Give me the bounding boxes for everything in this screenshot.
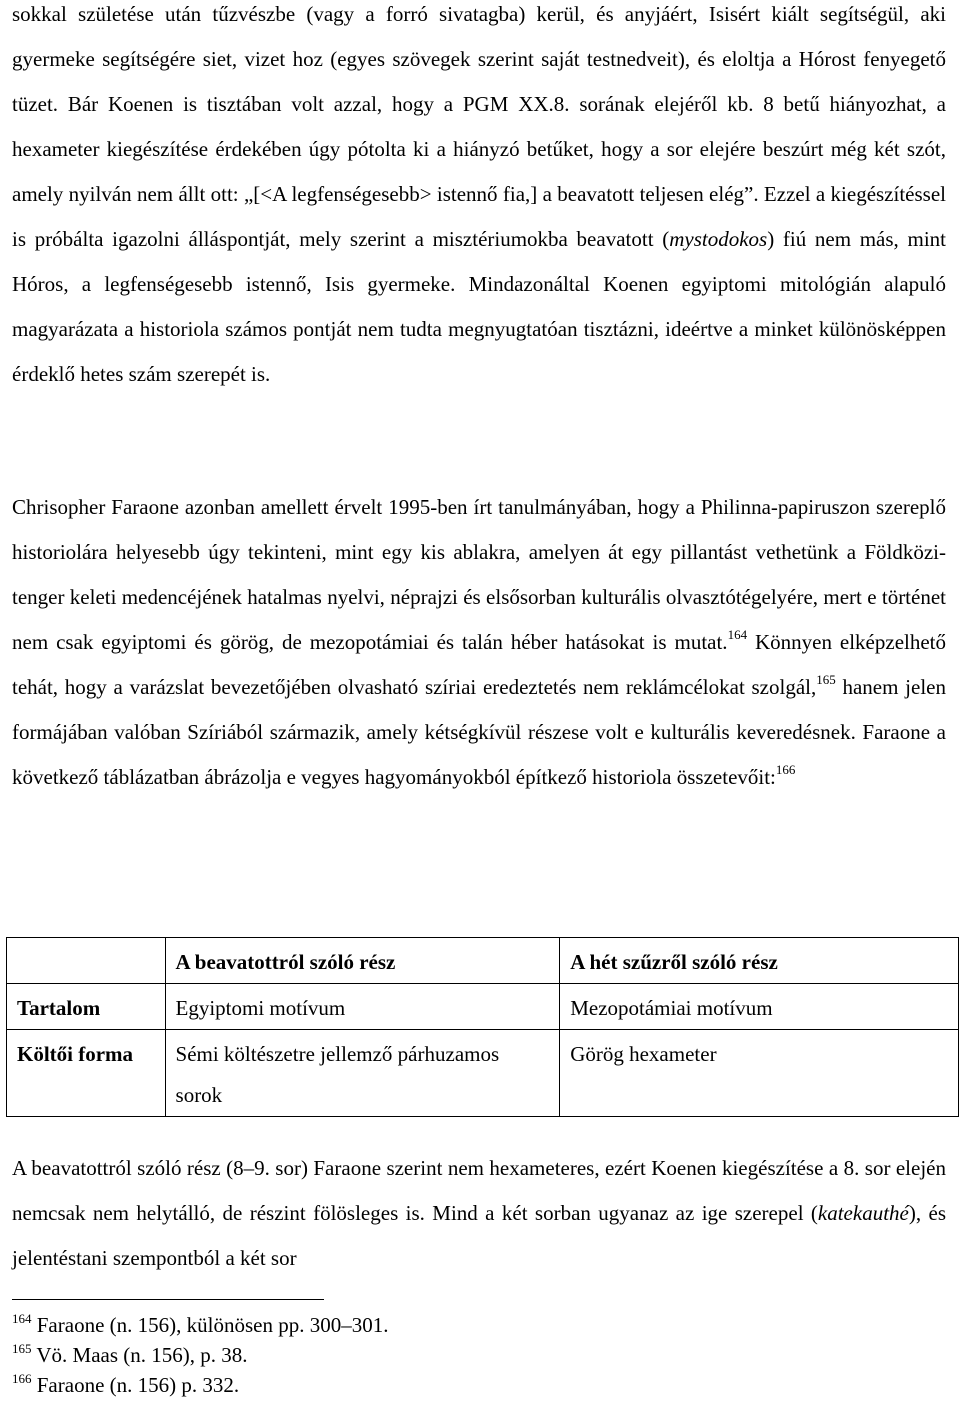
paragraph-text: sokkal születése után tűzvészbe (vagy a forró sivatagba) kerül, és anyjáért, Isisért kiált segítségül, aki gyermeke segítségére siet, vizet hoz (egyes szövegek szerint saját testnedveit), és eloltja a Hórost fenyegető tüzet. Bár Koenen is tisztában volt azzal, hogy a PGM XX.8. sorának elejéről kb. 8 betű hiányozhat, a hexameter kiegészítése érdekében úgy pótolta ki a hiányzó betűket, hogy a sor elejére beszúrt még két szót, amely nyilván nem állt ott: „[<A legfenségesebb> istennő fia,] a beavatott teljesen elég”. Ezzel a kiegészítéssel is próbálta igazolni álláspontját, mely szerint a misztériumokba beavatott ( [12, 2, 946, 251]
table-row [7, 984, 959, 1030]
paragraph-faraone [12, 485, 946, 800]
table-cell: Görög hexameter [560, 1030, 959, 1117]
table-header-row [7, 938, 959, 984]
italic-term: mystodokos [669, 227, 768, 251]
footnote-number: 164 [12, 1311, 32, 1326]
footnote-text: Faraone (n. 156) p. 332. [31, 1373, 240, 1397]
paragraph-koenen [12, 0, 946, 397]
paragraph-text: ), és jelentéstani szempontból a két sor [12, 1201, 946, 1270]
footnote-ref-166[interactable]: 166 [775, 762, 796, 777]
table-header-cell: A beavatottról szóló rész [165, 938, 560, 984]
footnote-ref-165[interactable]: 165 [816, 672, 836, 687]
footnote-text: Faraone (n. 156), különösen pp. 300–301. [31, 1313, 389, 1337]
paragraph-verse-analysis [12, 1146, 946, 1281]
table-row-label: Tartalom [7, 984, 166, 1030]
paragraph-text: A beavatottról szóló rész (8–9. sor) Faraone szerint nem hexameteres, ezért Koenen kiegészítése a 8. sor elején nemcsak nem helytálló, de részint fölösleges is. Mind a két sorban ugyanaz az ige szerepel ( [12, 1156, 946, 1225]
table-cell: Mezopotámiai motívum [560, 984, 959, 1030]
table-row [7, 1030, 959, 1117]
footnote-text: Vö. Maas (n. 156), p. 38. [31, 1343, 248, 1367]
paragraph-text: hanem jelen formájában valóban Szíriából származik, amely kétségkívül részese volt e kulturális keveredésnek. Faraone a következő táblázatban ábrázolja e vegyes hagyományokból építkező historiola összetevőit: [12, 675, 946, 789]
table-header-cell [7, 938, 166, 984]
paragraph-text: Könnyen elképzelhető tehát, hogy a varázslat bevezetőjében olvasható szíriai eredeztetés nem reklámcélokat szolgál, [12, 630, 947, 699]
historiola-components-table [6, 937, 959, 1117]
footnote-number: 165 [12, 1341, 32, 1356]
footnote-164 [12, 1310, 946, 1340]
footnote-165 [12, 1340, 946, 1370]
footnote-ref-164[interactable]: 164 [727, 627, 748, 642]
paragraph-text: Chrisopher Faraone azonban amellett érvelt 1995-ben írt tanulmányában, hogy a Philinna-papiruszon szereplő historiolára helyesebb úgy tekinteni, mint egy kis ablakra, amelyen át egy pillantást vethetünk a Földközi-tenger keleti medencéjének hatalmas nyelvi, néprajzi és elsősorban kulturális olvasztótégelyére, mert e történet nem csak egyiptomi és görög, de mezopotámiai és talán héber hatásokat is mutat. [12, 495, 946, 654]
italic-term: katekauthé [817, 1201, 909, 1225]
footnote-divider [12, 1299, 324, 1300]
table-cell: Sémi költészetre jellemző párhuzamos sorok [165, 1030, 560, 1117]
footnote-number: 166 [12, 1371, 32, 1386]
paragraph-text: ) fiú nem más, mint Hóros, a legfenségesebb istennő, Isis gyermeke. Mindazonáltal Koenen egyiptomi mitológián alapuló magyarázata a historiola számos pontját nem tudta megnyugtatóan tisztázni, ideértve a minket különösképpen érdeklő hetes szám szerepét is. [12, 227, 946, 386]
footnotes [12, 1310, 946, 1400]
table-row-label: Költői forma [7, 1030, 166, 1117]
table-header-cell: A hét szűzről szóló rész [560, 938, 959, 984]
footnote-166 [12, 1370, 946, 1400]
table-cell: Egyiptomi motívum [165, 984, 560, 1030]
